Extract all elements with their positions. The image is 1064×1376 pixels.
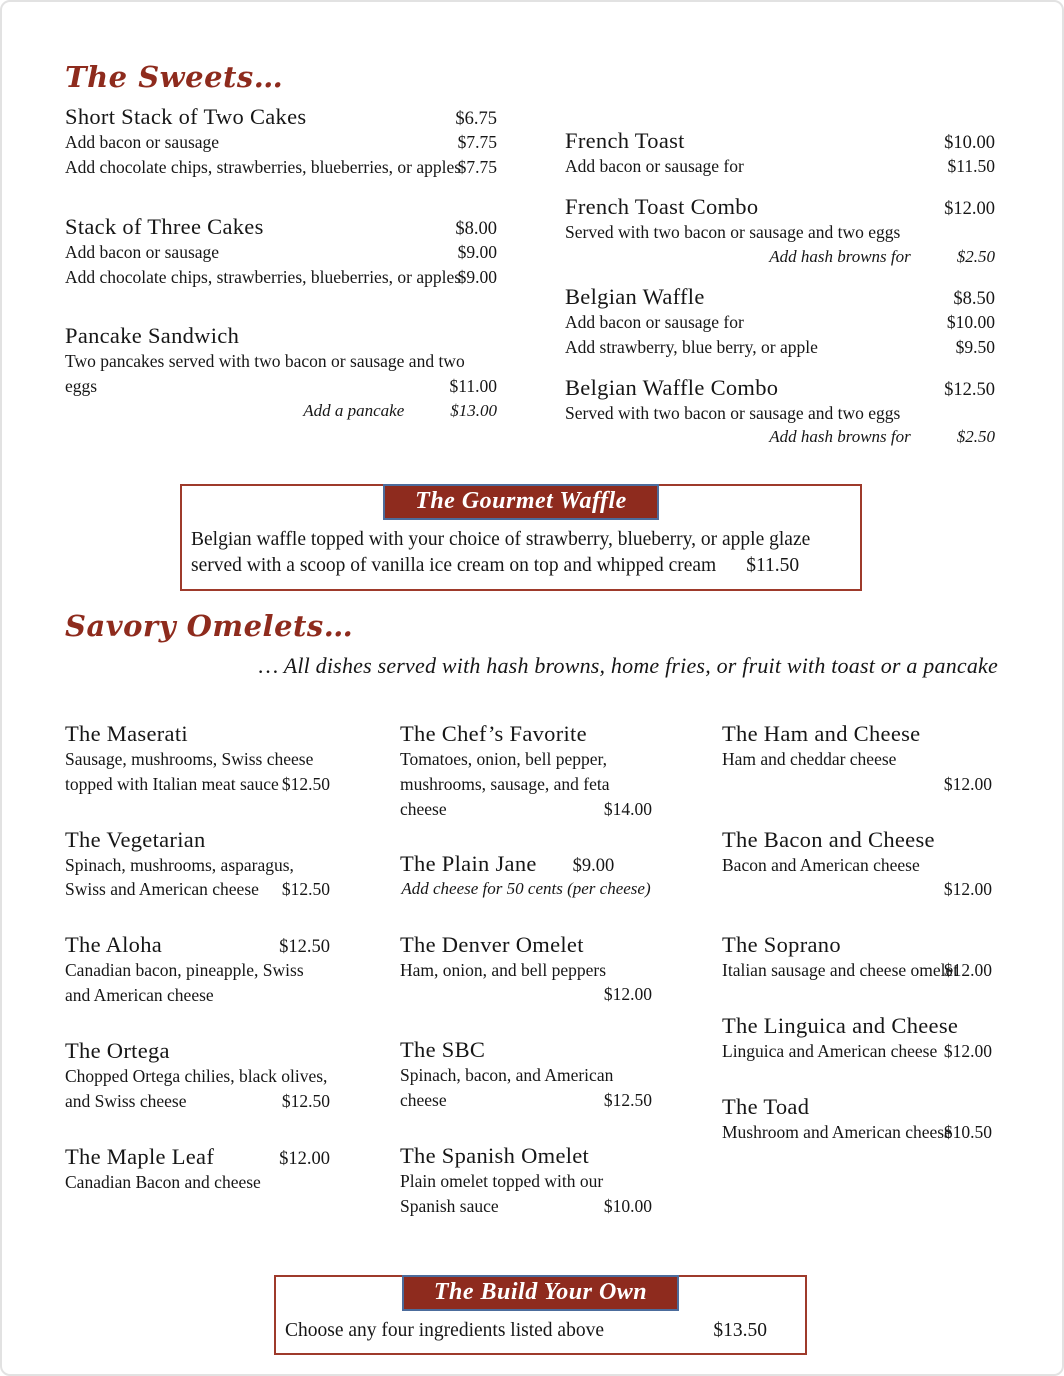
menu-item-description [400,747,652,822]
description-price: $12.50 [281,773,330,794]
omelets-column-2 [400,721,652,1249]
menu-item-description [565,401,995,426]
menu-item [565,284,995,360]
menu-item-header [65,1144,330,1170]
sweets-heading: The Sweets… [65,60,284,94]
menu-item-price-line [722,877,992,902]
omelets-column-3 [722,721,992,1249]
menu-item-description [565,335,995,360]
menu-item-description [400,1063,652,1113]
description-text: Spinach, mushrooms, asparagus, Swiss and American cheese [65,854,294,900]
menu-item-price: $9.00 [572,856,615,877]
description-text: Canadian bacon, pineapple, Swiss and American cheese [65,960,304,1006]
menu-item-header [65,104,497,130]
sweets-section [65,104,998,464]
description-text: Chopped Ortega chilies, black olives, and Swiss cheese [65,1066,328,1111]
addon-price: $2.50 [956,246,995,266]
menu-item-name: The Ham and Cheese [722,720,921,746]
menu-item-name: The Denver Omelet [400,931,584,957]
build-your-own-box [274,1275,807,1356]
menu-item-description [565,310,995,335]
gourmet-waffle-box [180,484,862,590]
menu-item-header [400,1143,652,1169]
description-text: Add bacon or sausage [65,241,220,262]
menu-item-price: $12.00 [944,198,995,219]
menu-item [722,827,992,903]
menu-item [400,932,652,1008]
menu-item-price: $12.50 [944,379,995,400]
description-price: $12.50 [603,1090,652,1111]
description-price: $7.75 [457,132,497,152]
menu-item-name: The Plain Jane [400,851,537,877]
menu-item [65,1038,330,1114]
menu-item-header [722,721,992,747]
menu-item-price: $12.00 [279,1148,330,1169]
menu-item-price: $12.00 [943,879,992,900]
menu-item [400,1143,652,1219]
menu-item-name: The Soprano [722,932,841,958]
menu-item [65,214,497,290]
build-your-own-text: Choose any four ingredients listed above [285,1319,604,1341]
menu-item-header [65,932,330,958]
menu-item-header [400,851,652,877]
menu-item-description [400,958,652,983]
description-text: Spinach, bacon, and American cheese [400,1065,614,1111]
menu-item-description [65,747,330,797]
description-text: Add chocolate chips, strawberries, blueberries, or apples [65,266,462,287]
menu-item-description [722,1120,992,1145]
menu-item-price: $12.50 [279,937,330,958]
gourmet-waffle-price: $11.50 [746,555,800,577]
menu-item-description [722,853,992,878]
menu-item-name: Belgian Waffle Combo [565,374,779,400]
addon-text: Add hash browns for [769,427,911,447]
description-price: $10.00 [946,311,995,332]
menu-item [565,128,995,179]
menu-item-description [65,1170,330,1195]
gourmet-waffle-description: Belgian waffle topped with your choice of strawberry, blueberry, or apple glaze served with a scoop of vanilla ice cream on top and whipped cream $11.50 [191,529,811,577]
description-text: Add bacon or sausage [65,132,220,152]
addon-text: Add cheese for 50 cents (per cheese) [401,879,651,899]
menu-item-header [400,932,652,958]
menu-item-name: Belgian Waffle [565,283,705,309]
description-text: Add chocolate chips, strawberries, blueberries, or apples [65,156,462,177]
menu-item-name: The SBC [400,1037,486,1063]
menu-item-name: The Aloha [65,932,163,958]
description-price: $12.00 [943,960,992,981]
menu-item-description [565,154,995,179]
sweets-left-column [65,104,497,464]
omelets-subtitle: … All dishes served with hash browns, home fries, or fruit with toast or a pancake [258,652,998,678]
menu-item-description [65,240,497,265]
menu-item-name: The Linguica and Cheese [722,1013,959,1039]
menu-item-price: $8.00 [455,218,497,239]
description-text: Bacon and American cheese [722,854,920,875]
menu-item [65,721,330,797]
description-text: Add bacon or sausage for [565,311,744,332]
menu-item [565,375,995,450]
description-price: $7.75 [457,156,497,177]
description-price: $12.50 [281,1090,330,1111]
menu-item-description [65,349,497,399]
menu-item-header [565,194,995,220]
menu-item-description [400,1169,652,1219]
build-your-own-price: $13.50 [713,1319,767,1341]
gourmet-waffle-title: The Gourmet Waffle [383,484,659,520]
menu-item-header [565,375,995,401]
build-your-own-title: The Build Your Own [402,1275,679,1311]
menu-item [65,1144,330,1195]
menu-item [722,932,992,983]
description-price: $11.00 [449,376,497,397]
menu-item-addon-line [565,245,995,269]
build-your-own-description [276,1318,805,1354]
menu-item-header [722,1094,992,1120]
description-text: Plain omelet topped with our Spanish sauce [400,1170,604,1216]
menu-item-addon-line [565,425,995,449]
menu-item [65,104,497,180]
description-price: $9.00 [457,266,497,287]
menu-item-header [400,1037,652,1063]
menu-item-price-line [400,982,652,1007]
menu-item-description [722,1039,992,1064]
menu-item [400,1037,652,1113]
description-text: Ham and cheddar cheese [722,748,897,769]
sweets-right-column [565,128,995,464]
menu-item-header [565,284,995,310]
menu-item-header [722,932,992,958]
menu-item-header [65,827,330,853]
menu-item-name: The Spanish Omelet [400,1142,590,1168]
menu-item-description [65,853,330,903]
addon-price: $13.00 [450,401,497,421]
menu-item [722,1094,992,1145]
description-text: Served with two bacon or sausage and two eggs [565,402,901,423]
menu-item-name: Pancake Sandwich [65,323,240,349]
menu-item [565,194,995,269]
menu-item-addon-line [400,877,652,901]
omelets-section [65,721,998,1249]
menu-item-description [722,747,992,772]
menu-item [65,827,330,903]
omelets-heading: Savory Omelets… [65,608,354,643]
description-text: Add strawberry, blue berry, or apple [565,336,818,357]
menu-item [65,323,497,423]
menu-item [400,851,652,901]
menu-item-name: The Maserati [65,720,188,746]
description-price: $10.50 [943,1122,992,1142]
omelets-column-1 [65,721,330,1249]
menu-item-name: Short Stack of Two Cakes [65,104,307,129]
menu-item-description [565,220,995,245]
menu-item-name: The Chef’s Favorite [400,720,587,746]
menu-item-name: The Toad [722,1094,810,1119]
menu-item-header [400,721,652,747]
menu-item-name: The Vegetarian [65,826,206,852]
menu-item-name: French Toast [565,128,685,153]
menu-item-header [565,128,995,154]
menu-item-name: The Bacon and Cheese [722,826,935,852]
menu-item-name: Stack of Three Cakes [65,213,264,239]
addon-text: Add hash browns for [769,246,911,266]
menu-item-header [65,214,497,240]
menu-item-description [65,265,497,290]
menu-item-description [65,155,497,180]
menu-item [65,932,330,1008]
menu-item-price: $12.00 [943,773,992,794]
description-text: Mushroom and American cheese [722,1122,952,1142]
menu-item-price: $8.50 [953,288,995,309]
menu-item-header [65,721,330,747]
menu-item-name: The Maple Leaf [65,1143,215,1169]
description-price: $10.00 [603,1195,652,1216]
description-text: Served with two bacon or sausage and two eggs [565,221,901,242]
menu-item [722,1013,992,1064]
addon-price: $2.50 [956,427,995,447]
description-text: Canadian Bacon and cheese [65,1171,261,1192]
description-price: $11.50 [947,156,995,176]
menu-item-description [65,1064,330,1114]
description-price: $14.00 [603,798,652,819]
description-text: Two pancakes served with two bacon or sausage and two eggs [65,351,465,397]
menu-item-header [722,827,992,853]
menu-item-header [65,1038,330,1064]
menu-item-header [65,323,497,349]
menu-item-description [722,958,992,983]
menu-item [400,721,652,822]
description-text: Sausage, mushrooms, Swiss cheese topped with Italian meat sauce [65,748,314,794]
menu-item-header [722,1013,992,1039]
menu-item-description [65,130,497,155]
menu-item-price-line [722,772,992,797]
menu-item-price: $6.75 [455,109,497,129]
addon-text: Add a pancake [303,401,405,421]
description-text: Add bacon or sausage for [565,156,744,176]
description-price: $12.50 [281,879,330,900]
description-text: Italian sausage and cheese omelet [722,960,959,981]
menu-item [722,721,992,797]
menu-item-price: $12.00 [603,984,652,1005]
menu-item-name: The Ortega [65,1038,170,1063]
description-text: Linguica and American cheese [722,1041,938,1062]
description-price: $9.50 [955,336,995,357]
description-price: $12.00 [943,1041,992,1062]
menu-item-description [65,958,330,1008]
description-text: Tomatoes, onion, bell pepper, mushrooms, sausage, and feta cheese [400,748,610,819]
menu-item-addon-line [65,399,497,423]
description-price: $9.00 [457,241,497,262]
description-text: Ham, onion, and bell peppers [400,959,607,980]
menu-item-name: French Toast Combo [565,193,759,219]
menu-item-price: $10.00 [944,133,995,153]
